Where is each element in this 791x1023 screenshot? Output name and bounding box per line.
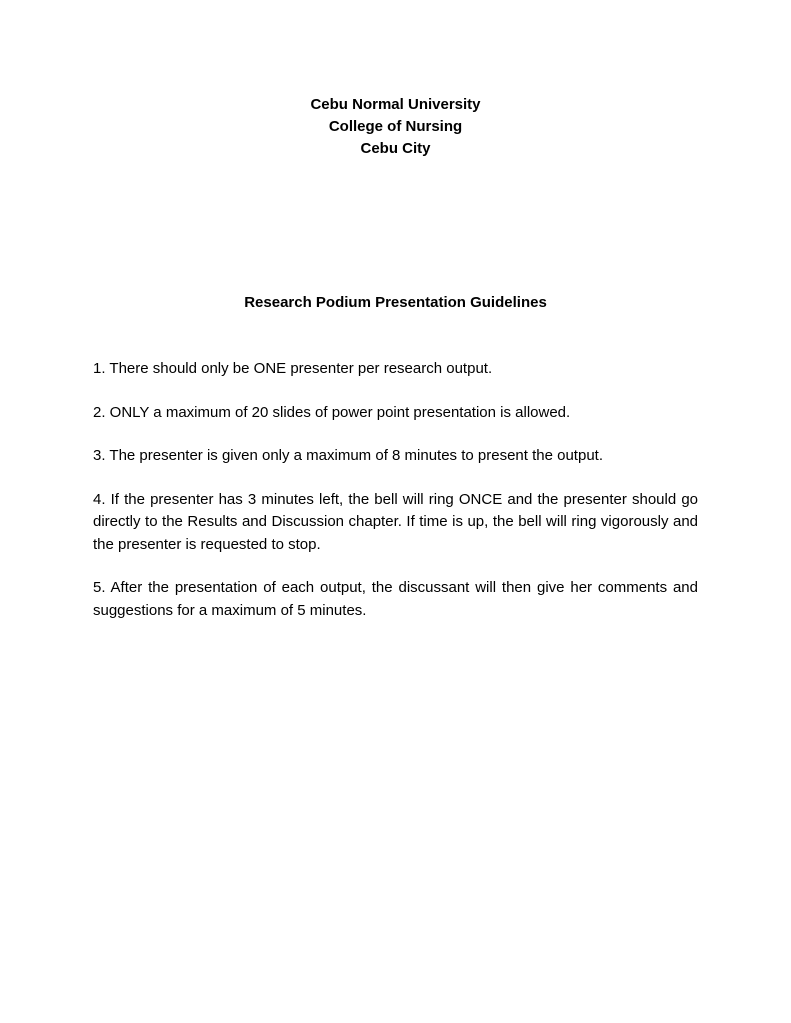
- document-header: [0, 94, 791, 160]
- university-name: Cebu Normal University: [310, 96, 481, 113]
- document-title: Research Podium Presentation Guidelines: [244, 294, 547, 311]
- guideline-item: 3. The presenter is given only a maximum of 8 minutes to present the output.: [93, 447, 603, 464]
- guideline-item: 1. There should only be ONE presenter per research output.: [93, 360, 493, 377]
- guideline-item: 5. After the presentation of each output, the discussant will then give her comments and suggestions for a maximum of 5 minutes.: [93, 579, 698, 619]
- city-name: Cebu City: [360, 140, 431, 157]
- guideline-item: 4. If the presenter has 3 minutes left, the bell will ring ONCE and the presenter should go directly to the Results and Discussion chapter. If time is up, the bell will ring vigorously and the presenter is requested to stop.: [93, 490, 698, 553]
- guidelines-list: [93, 358, 698, 643]
- college-name: College of Nursing: [328, 118, 463, 135]
- guideline-item: 2. ONLY a maximum of 20 slides of power point presentation is allowed.: [93, 403, 571, 421]
